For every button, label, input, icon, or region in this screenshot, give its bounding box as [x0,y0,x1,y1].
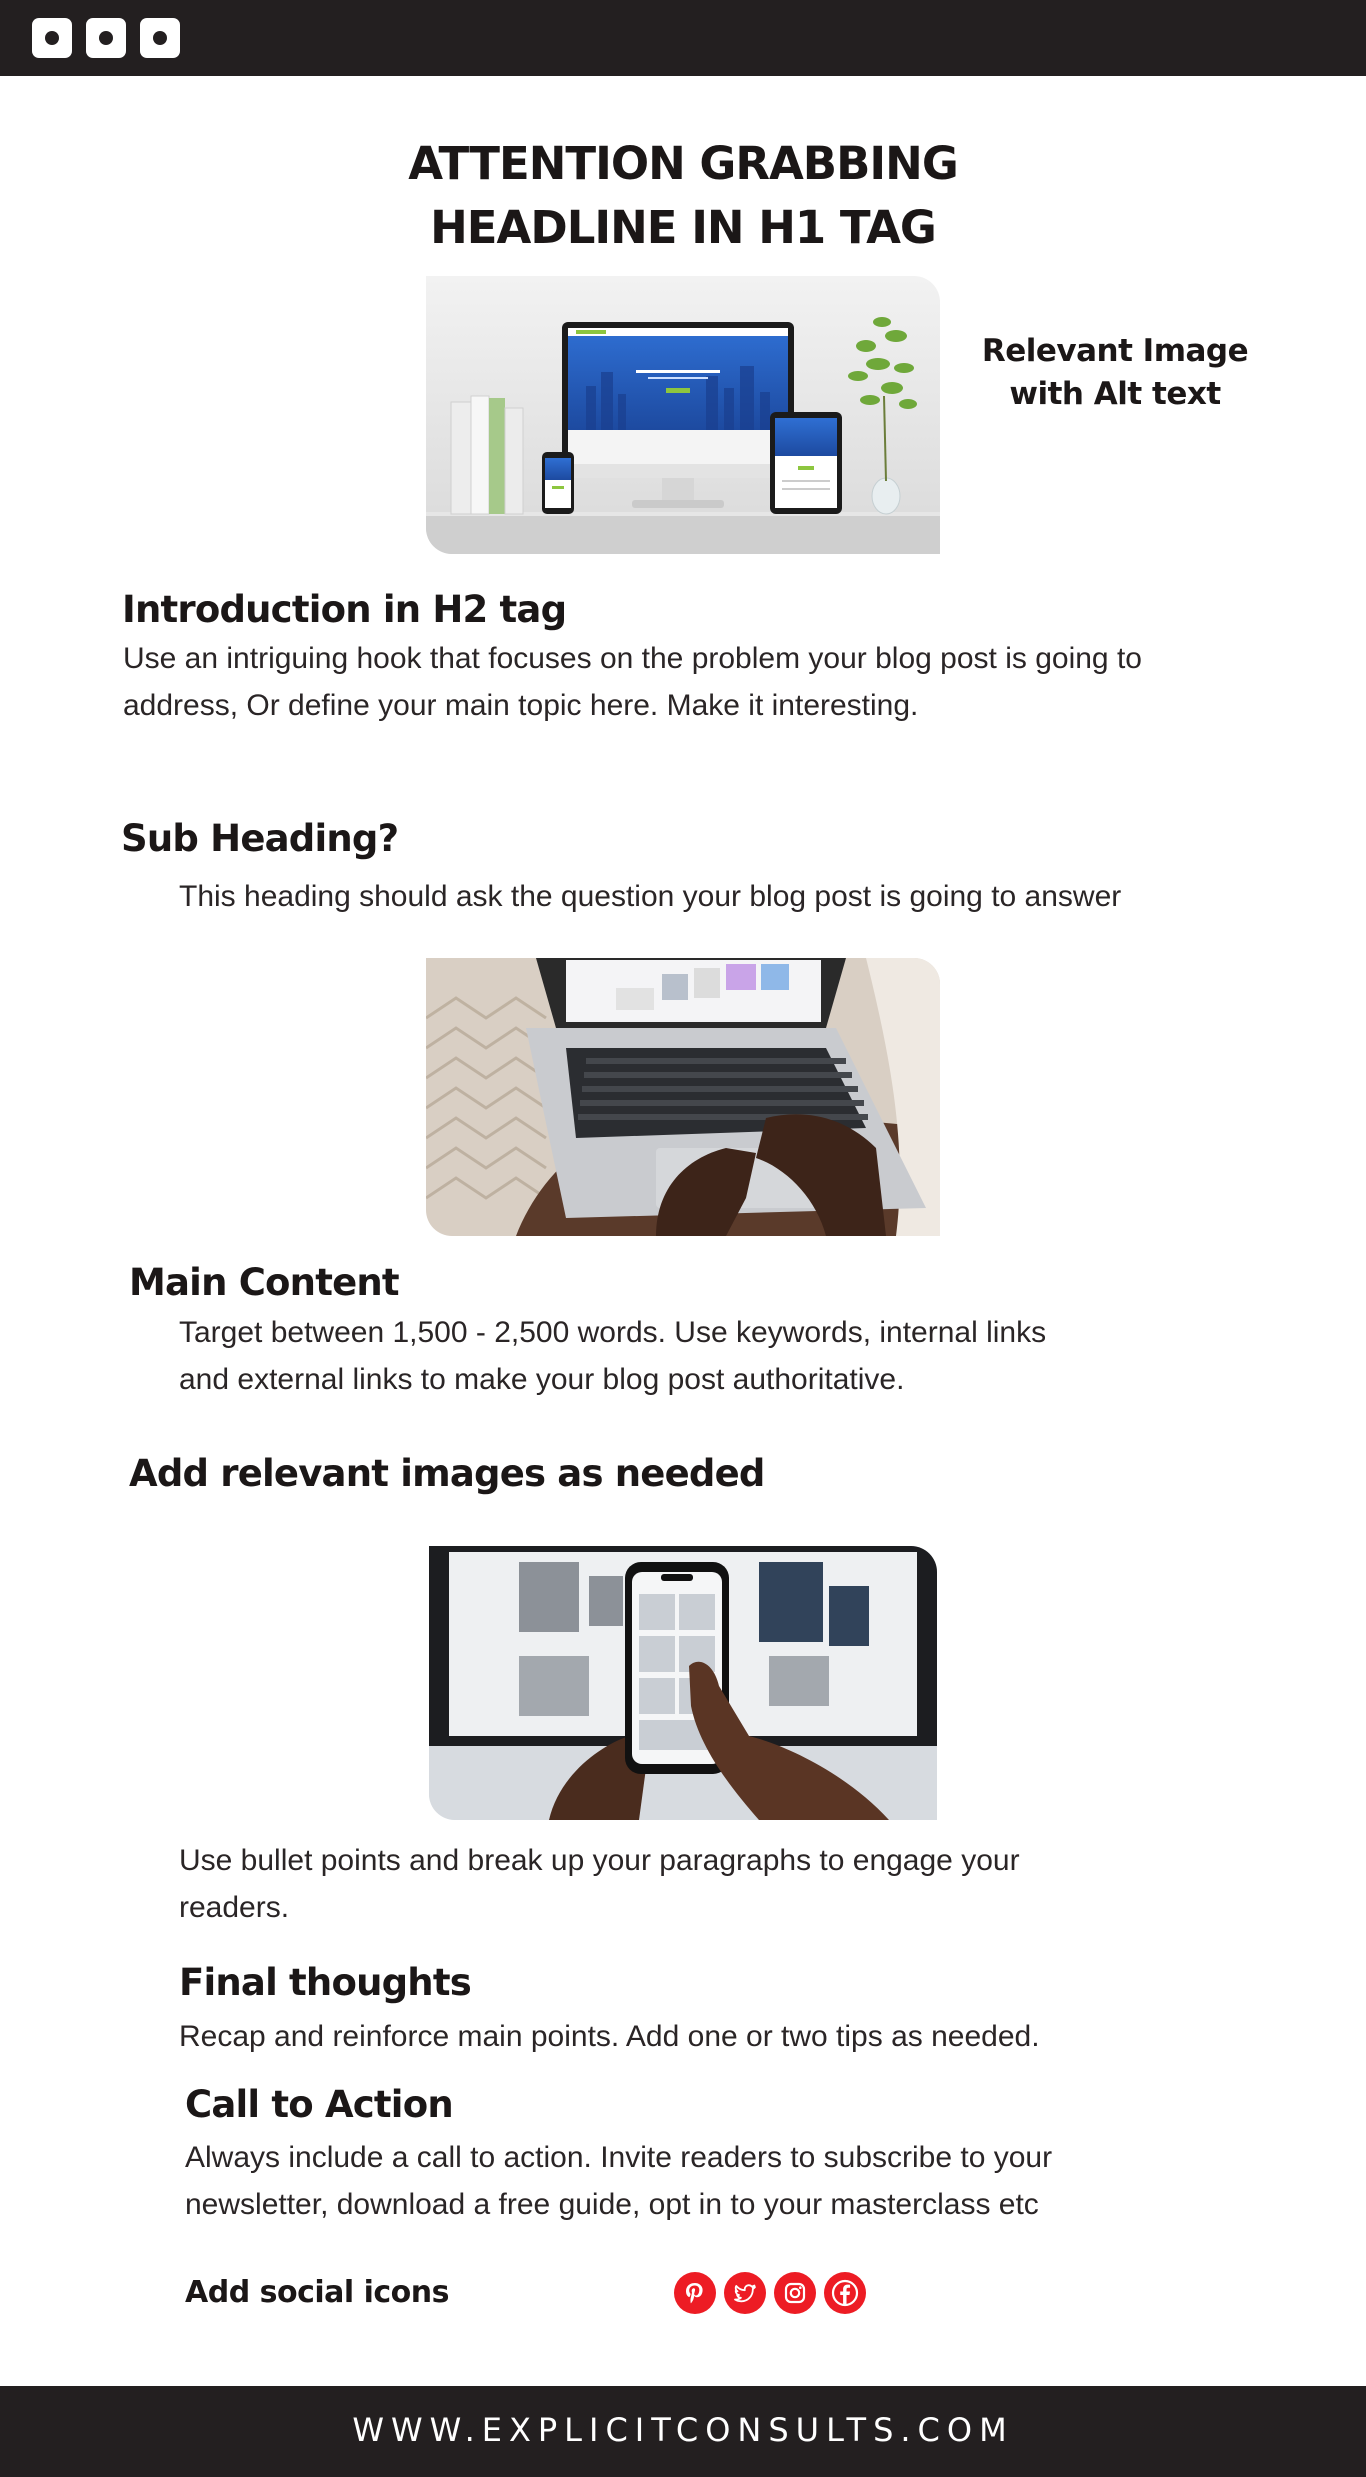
facebook-icon[interactable] [824,2272,866,2314]
twitter-icon[interactable] [724,2272,766,2314]
window-control-2[interactable] [86,18,126,58]
main-content-line-2: and external links to make your blog post authoritative. [179,1363,905,1396]
window-control-dot-icon [99,31,113,45]
hero-caption-line-1: Relevant Image [981,333,1249,369]
intro-line-2: address, Or define your main topic here. Make it interesting. [123,689,919,722]
final-thoughts-paragraph: Recap and reinforce main points. Add one or two tips as needed. [179,2020,1040,2053]
cta-line-2: newsletter, download a free guide, opt in to your masterclass etc [185,2188,1039,2221]
cta-heading: Call to Action [185,2083,453,2126]
footer-website-link[interactable]: WWW.EXPLICITCONSULTS.COM [352,2411,1014,2449]
phone-in-hands-image [429,1546,937,1820]
bullets-line-2: readers. [179,1891,290,1924]
sub-heading: Sub Heading? [121,817,399,860]
window-control-dot-icon [45,31,59,45]
instagram-icon[interactable] [774,2272,816,2314]
cta-paragraph [185,2134,1052,2228]
intro-paragraph [123,635,1142,729]
window-top-bar [0,0,1366,76]
bullets-line-1: Use bullet points and break up your paragraphs to engage your [179,1844,1020,1877]
window-control-3[interactable] [140,18,180,58]
main-content-line-1: Target between 1,500 - 2,500 words. Use keywords, internal links [179,1316,1047,1349]
hero-image [426,276,940,554]
bullets-paragraph [179,1837,1020,1931]
intro-line-1: Use an intriguing hook that focuses on the problem your blog post is going to [123,642,1142,675]
footer-bar [0,2386,1366,2477]
page-headline [283,132,1083,260]
hero-image-caption [960,330,1270,416]
devices-mockup-image [426,276,940,554]
social-label: Add social icons [185,2275,450,2310]
main-content-heading: Main Content [129,1261,399,1304]
hero-caption-line-2: with Alt text [1009,376,1221,412]
intro-heading: Introduction in H2 tag [122,588,567,631]
final-thoughts-heading: Final thoughts [179,1961,471,2004]
laptop-image [426,958,940,1236]
headline-line-2: HEADLINE IN H1 TAG [430,201,936,254]
images-section-heading: Add relevant images as needed [129,1452,765,1495]
laptop-typing-image [426,958,940,1236]
headline-line-1: ATTENTION GRABBING [408,137,958,190]
cta-line-1: Always include a call to action. Invite readers to subscribe to your [185,2141,1053,2174]
window-control-1[interactable] [32,18,72,58]
pinterest-icon[interactable] [674,2272,716,2314]
phone-image [429,1546,937,1820]
main-content-paragraph [179,1309,1046,1403]
window-control-dot-icon [153,31,167,45]
sub-heading-paragraph: This heading should ask the question your blog post is going to answer [179,880,1122,913]
